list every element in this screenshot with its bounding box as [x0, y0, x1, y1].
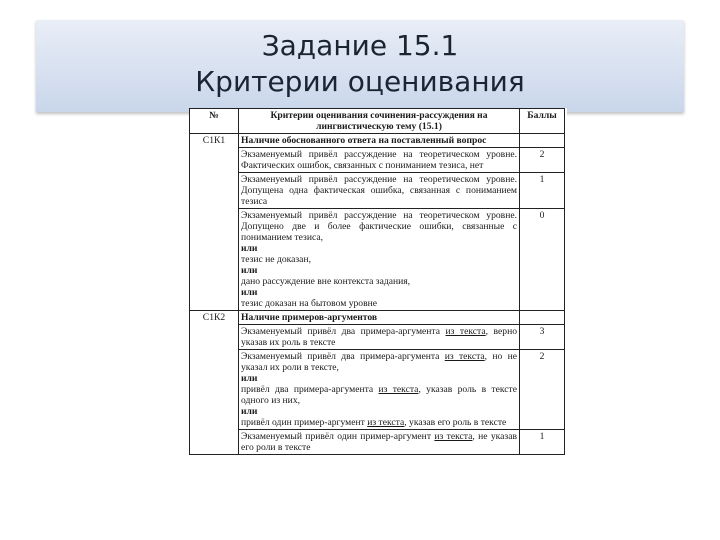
points-value: 0	[520, 209, 565, 311]
slide-title-line1: Задание 15.1	[261, 29, 459, 62]
or-label: или	[241, 265, 258, 276]
points-value: 2	[520, 148, 565, 173]
criterion-text	[239, 325, 520, 350]
criterion-code: С1К2	[190, 311, 239, 455]
text-part: , верно указав их роль в тексте	[241, 326, 518, 348]
underlined-text: из текста	[367, 417, 405, 428]
criterion-name: Наличие примеров-аргументов	[239, 311, 520, 325]
table-row	[190, 134, 565, 148]
criterion-text: Экзаменуемый привёл рассуждение на теоретическом уровне. Фактических ошибок, связанных с пониманием тезиса, нет	[239, 148, 520, 173]
text-part: Экзаменуемый привёл один пример-аргумент	[241, 431, 435, 442]
criterion-text: Экзаменуемый привёл рассуждение на теоретическом уровне. Допущена одна фактическая ошибка, связанная с пониманием тезиса	[239, 173, 520, 209]
table-row	[190, 148, 565, 173]
table-row	[190, 311, 565, 325]
text-part: привёл два примера-аргумента	[241, 384, 379, 395]
points-value: 2	[520, 350, 565, 430]
table-row	[190, 350, 565, 430]
criterion-text	[239, 430, 520, 455]
header-points: Баллы	[520, 109, 565, 134]
text-part: , указав роль в тексте одного из них,	[241, 384, 517, 406]
points-value: 1	[520, 430, 565, 455]
criterion-text-part	[241, 351, 517, 373]
criterion-text-part: тезис доказан на бытовом уровне	[241, 298, 378, 309]
criterion-text-part: Экзаменуемый привёл рассуждение на теоретическом уровне. Допущено две и более фактические ошибки, связанные с пониманием тезиса,	[241, 210, 517, 243]
criterion-name: Наличие обоснованного ответа на поставленный вопрос	[239, 134, 520, 148]
text-part: , но не указал их роли в тексте,	[241, 351, 517, 373]
points-cell	[520, 134, 565, 148]
slide-title-line2: Критерии оценивания	[195, 65, 525, 98]
underlined-text: из текста	[445, 326, 486, 337]
points-cell	[520, 311, 565, 325]
criterion-text-part: дано рассуждение вне контекста задания,	[241, 276, 411, 287]
table-row	[190, 173, 565, 209]
slide-title	[0, 28, 720, 100]
table-row	[190, 325, 565, 350]
or-label: или	[241, 243, 258, 254]
criterion-text	[239, 350, 520, 430]
or-label: или	[241, 406, 258, 417]
text-part: Экзаменуемый привёл два примера-аргумента	[241, 326, 446, 337]
table-row	[190, 430, 565, 455]
table-row	[190, 209, 565, 311]
or-label: или	[241, 287, 258, 298]
header-criteria: Критерии оценивания сочинения-рассуждения на лингвистическую тему (15.1)	[239, 109, 520, 134]
criteria-table-scan	[189, 108, 567, 540]
underlined-text: из текста	[378, 384, 419, 395]
text-part: привёл один пример-аргумент	[241, 417, 368, 428]
or-label: или	[241, 373, 258, 384]
points-value: 1	[520, 173, 565, 209]
points-value: 3	[520, 325, 565, 350]
header-row	[190, 109, 565, 134]
criterion-code: С1К1	[190, 134, 239, 311]
text-part: , указав его роль в тексте	[404, 417, 507, 428]
header-num: №	[190, 109, 239, 134]
text-part: , не указав его роли в тексте	[241, 431, 517, 453]
criterion-text-part: тезис не доказан,	[241, 254, 311, 265]
underlined-text: из текста	[434, 431, 473, 442]
criterion-text-part	[241, 384, 517, 406]
text-part: Экзаменуемый привёл два примера-аргумента	[241, 351, 445, 362]
criterion-text	[239, 209, 520, 311]
criteria-table	[189, 108, 565, 455]
criterion-text-part	[241, 417, 517, 428]
underlined-text: из текста	[444, 351, 485, 362]
